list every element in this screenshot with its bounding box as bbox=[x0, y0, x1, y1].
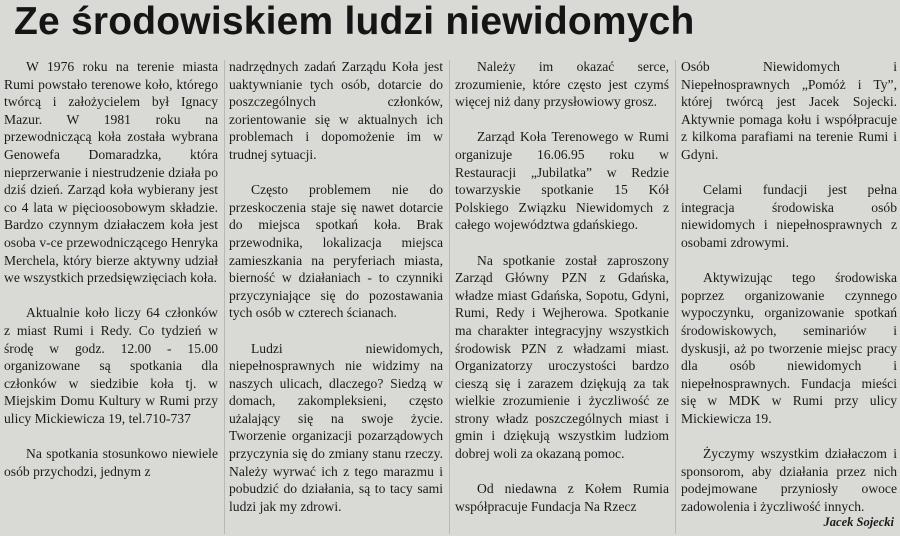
paragraph: Zarząd Koła Terenowego w Rumi organizuje 16.06.95 roku w Restauracji „Jubilatka” w Redzie towarzyskie spotkanie 15 Kół Polskiego Związku Niewidomych z całego województwa gdańskiego. bbox=[455, 129, 669, 233]
paragraph: Ludzi niewidomych, niepełnosprawnych nie widzimy na naszych ulicach, dlaczego? Siedzą w domach, zakompleksieni, często użalający się na swoje życie. Tworzenie organizacji pozarządowych przyczynia się do zmiany stanu rzeczy. Należy wyrwać ich z tego marazmu i pobudzić do działania, są to tacy sami ludzi jak my zdrowi. bbox=[229, 340, 443, 514]
paragraph: Celami fundacji jest pełna integracja środowiska osób niewidomych i niepełnosprawnych z osobami zdrowymi. bbox=[681, 182, 897, 250]
paragraph: Aktywizując tego środowiska poprzez organizowanie czynnego wypoczynku, organizowanie spotkań środowiskowych, seminariów i dyskusji, aż po tworzenie miejsc pracy dla osób niewidomych i niepełnosprawnych. Fundacja mieści się w MDK w Rumi przy ulicy Mickiewicza 19. bbox=[681, 270, 897, 426]
paragraph: Osób Niewidomych i Niepełnosprawnych „Pomóż i Ty”, której twórcą jest Jacek Sojecki. Aktywnie pomaga kołu i współpracuje z kilkoma parafiami na terenie Rumi i Gdyni. bbox=[681, 59, 897, 162]
author-signature: Jacek Sojecki bbox=[823, 515, 894, 529]
paragraph: Na spotkania stosunkowo niewiele osób przychodzi, jednym z bbox=[4, 446, 218, 479]
paragraph: nadrzędnych zadań Zarządu Koła jest uaktywnianie tych osób, dotarcie do poszczególnych członków, zorientowanie się w aktualnych ich problemach i dopomożenie im w trudnej sytuacji. bbox=[229, 59, 443, 162]
article-column-2 bbox=[229, 58, 443, 536]
article-column-3 bbox=[455, 58, 669, 536]
column-divider bbox=[675, 60, 676, 534]
paragraph: Często problemem nie do przeskoczenia staje się nawet dotarcie do miejsca spotkań koła. Brak przewodnika, lokalizacja miejsca zamieszkania na peryferiach miasta, bierność w działaniach - to czynniki przyczyniające się do pozostawania tych osób w czterech ścianach. bbox=[229, 182, 443, 321]
paragraph: W 1976 roku na terenie miasta Rumi powstało terenowe koło, którego twórcą i założycielem był Ignacy Mazur. W 1981 roku na przewodniczącą koła została wybrana Genowefa Domaradzka, która nieprzerwanie i niestrudzenie działa po dziś dzień. Zarząd koła wybierany jest co 4 lata w pięcioosobowym składzie. Bardzo czynnym działaczem koła jest osoba v-ce przewodniczącego Henryka Merchela, który bierze aktywny udział we wszystkich przedsięwzięciach koła. bbox=[4, 59, 218, 286]
paragraph: Aktualnie koło liczy 64 członków z miast Rumi i Redy. Co tydzień w środę w godz. 12.00 - 15.00 organizowane są spotkania dla członków w siedzibie koła tj. w Miejskim Domu Kultury w Rumi przy ulicy Mickiewicza 19, tel.710-737 bbox=[4, 305, 218, 426]
paragraph: Życzymy wszystkim działaczom i sponsorom, aby działania przez nich podejmowane przyniosły owoce zadowolenia i życzliwość innych. bbox=[681, 446, 897, 514]
article-column-4 bbox=[681, 58, 897, 536]
paragraph: Od niedawna z Kołem Rumia współpracuje Fundacja Na Rzecz bbox=[455, 481, 669, 514]
column-divider bbox=[449, 60, 450, 534]
article-column-1 bbox=[4, 58, 218, 536]
column-divider bbox=[224, 60, 225, 534]
paragraph: Na spotkanie został zaproszony Zarząd Główny PZN z Gdańska, władze miast Gdańska, Sopotu, Gdyni, Rumi, Redy i Wejherowa. Spotkanie ma charakter integracyjny wszystkich środowisk PZN z władzami miast. Organizatorzy uroczystości bardzo cieszą się i zarazem dziękują za tak wielkie zrozumienie i życzliwość ze strony władz poszczególnych miast i gmin i dziękują wszystkim ludziom dobrej woli za okazaną pomoc. bbox=[455, 252, 669, 462]
article-headline: Ze środowiskiem ludzi niewidomych bbox=[14, 0, 695, 43]
paragraph: Należy im okazać serce, zrozumienie, które często jest czymś więcej niż dany przysłowiowy grosz. bbox=[455, 59, 669, 110]
